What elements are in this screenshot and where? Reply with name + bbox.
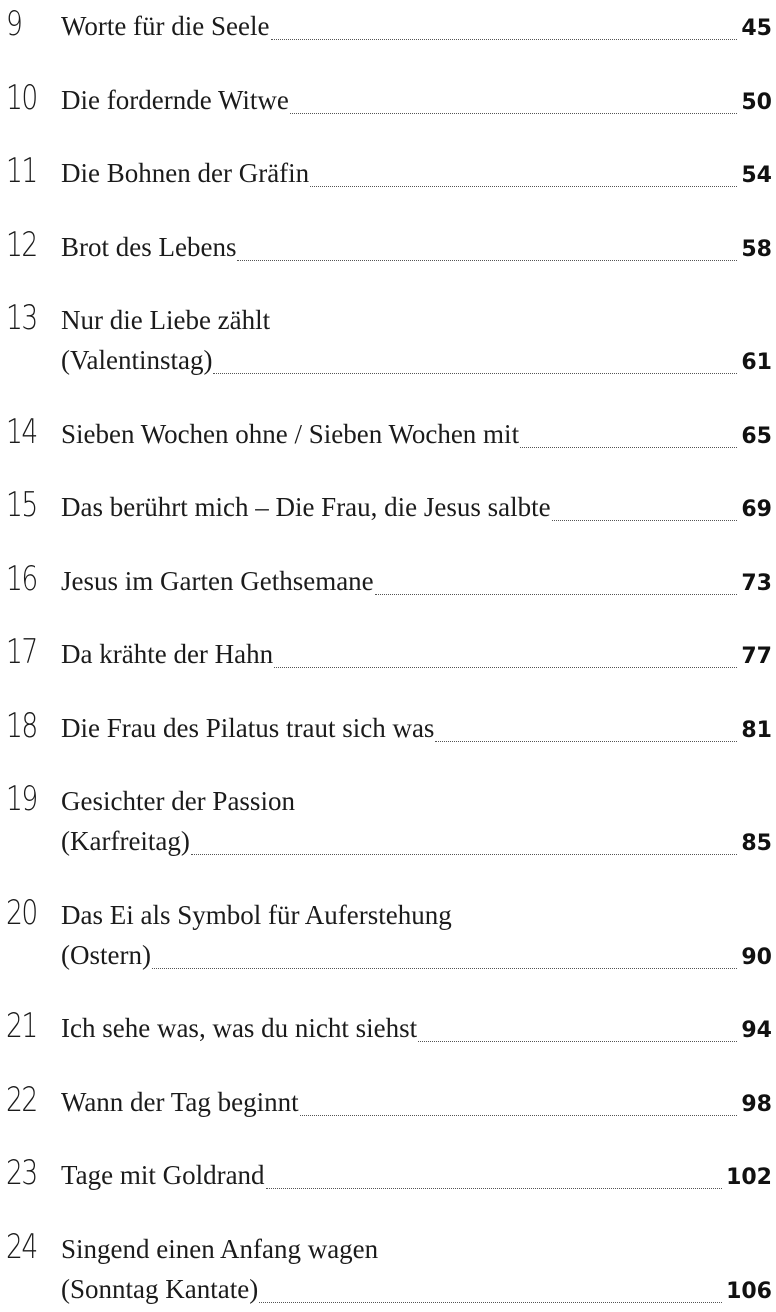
page-number: 106: [726, 1278, 772, 1304]
dot-leader: [375, 593, 738, 595]
dot-leader: [520, 446, 737, 448]
chapter-number: 13: [6, 298, 37, 338]
toc-entry-line: [61, 899, 772, 931]
dot-leader: [152, 967, 737, 969]
page-number: 45: [741, 16, 772, 41]
dot-leader: [271, 38, 738, 40]
toc-entry-last-line: [61, 344, 772, 376]
chapter-number: 9: [6, 4, 22, 44]
page-number: 94: [741, 1018, 772, 1043]
chapter-title: (Sonntag Kantate): [61, 1273, 259, 1304]
toc-entry-last-line: [61, 1086, 772, 1118]
chapter-number: 14: [6, 411, 37, 452]
dot-leader: [300, 1114, 738, 1116]
chapter-title: Singend einen Anfang wagen: [61, 1233, 379, 1264]
chapter-number: 19: [6, 779, 37, 819]
toc-entry-last-line: [61, 491, 772, 523]
page-number: 69: [741, 497, 772, 522]
toc-entry-last-line: [61, 638, 772, 670]
dot-leader: [274, 666, 737, 668]
toc-entry-last-line: [61, 1012, 772, 1044]
dot-leader: [290, 112, 738, 114]
chapter-title: (Valentinstag): [61, 345, 213, 375]
toc-entry-last-line: [61, 157, 772, 189]
page-number: 98: [741, 1091, 772, 1117]
dot-leader: [266, 1187, 723, 1189]
toc-entry-last-line: [61, 84, 772, 116]
toc-entry-last-line: [61, 418, 772, 450]
dot-leader: [310, 185, 737, 187]
toc-entry-last-line: [61, 565, 772, 597]
dot-leader: [259, 1301, 722, 1303]
dot-leader: [552, 519, 738, 521]
chapter-number: 22: [6, 1079, 37, 1120]
chapter-title: Da krähte der Hahn: [61, 639, 274, 669]
chapter-title: Jesus im Garten Gethsemane: [61, 565, 374, 596]
page-number: 90: [741, 944, 772, 970]
chapter-number: 23: [6, 1153, 37, 1193]
chapter-number: 17: [6, 632, 37, 672]
chapter-title: Worte für die Seele: [61, 11, 270, 41]
toc-entry-last-line: [61, 712, 772, 744]
toc-entry-line: [61, 785, 772, 817]
chapter-number: 11: [6, 151, 37, 191]
chapter-title: Brot des Lebens: [61, 231, 237, 262]
toc-entry-last-line: [61, 939, 772, 971]
page-number: 50: [741, 89, 772, 115]
dot-leader: [418, 1040, 737, 1042]
chapter-number: 10: [6, 77, 37, 118]
chapter-title: Wann der Tag beginnt: [61, 1086, 299, 1117]
chapter-title: Die fordernde Witwe: [61, 84, 289, 115]
page-number: 65: [741, 423, 772, 449]
page-number: 61: [741, 350, 772, 375]
chapter-number: 20: [6, 892, 37, 933]
page-number: 73: [741, 570, 772, 596]
page-number: 85: [741, 831, 772, 856]
toc-entry-last-line: [61, 10, 772, 42]
chapter-number: 21: [6, 1006, 37, 1046]
chapter-title: Nur die Liebe zählt: [61, 305, 271, 335]
toc-entry-last-line: [61, 231, 772, 263]
dot-leader: [191, 853, 737, 855]
toc-entry-last-line: [61, 1159, 772, 1191]
chapter-title: Die Bohnen der Gräfin: [61, 158, 310, 188]
dot-leader: [237, 259, 737, 261]
chapter-title: (Karfreitag): [61, 826, 190, 856]
dot-leader: [213, 372, 737, 374]
chapter-number: 16: [6, 558, 37, 599]
page-number: 54: [741, 163, 772, 188]
dot-leader: [435, 740, 737, 742]
chapter-title: Tage mit Goldrand: [61, 1160, 265, 1190]
chapter-title: Das berührt mich – Die Frau, die Jesus salbte: [61, 492, 551, 522]
chapter-title: Gesichter der Passion: [61, 786, 295, 816]
chapter-title: Die Frau des Pilatus traut sich was: [61, 712, 435, 743]
toc-entry-line: [61, 304, 772, 336]
chapter-title: Ich sehe was, was du nicht siehst: [61, 1013, 418, 1043]
chapter-title: Sieben Wochen ohne / Sieben Wochen mit: [61, 418, 520, 449]
page-number: 77: [741, 644, 772, 669]
page-number: 102: [726, 1165, 772, 1190]
chapter-number: 18: [6, 705, 37, 746]
chapter-number: 24: [6, 1226, 37, 1267]
toc-entry-last-line: [61, 825, 772, 857]
chapter-number: 15: [6, 485, 37, 525]
chapter-title: (Ostern): [61, 939, 151, 970]
chapter-number: 12: [6, 224, 37, 265]
page-number: 58: [741, 236, 772, 262]
page-number: 81: [741, 717, 772, 743]
chapter-title: Das Ei als Symbol für Auferstehung: [61, 899, 452, 930]
toc-entry-line: [61, 1233, 772, 1265]
toc-entry-last-line: [61, 1273, 772, 1305]
